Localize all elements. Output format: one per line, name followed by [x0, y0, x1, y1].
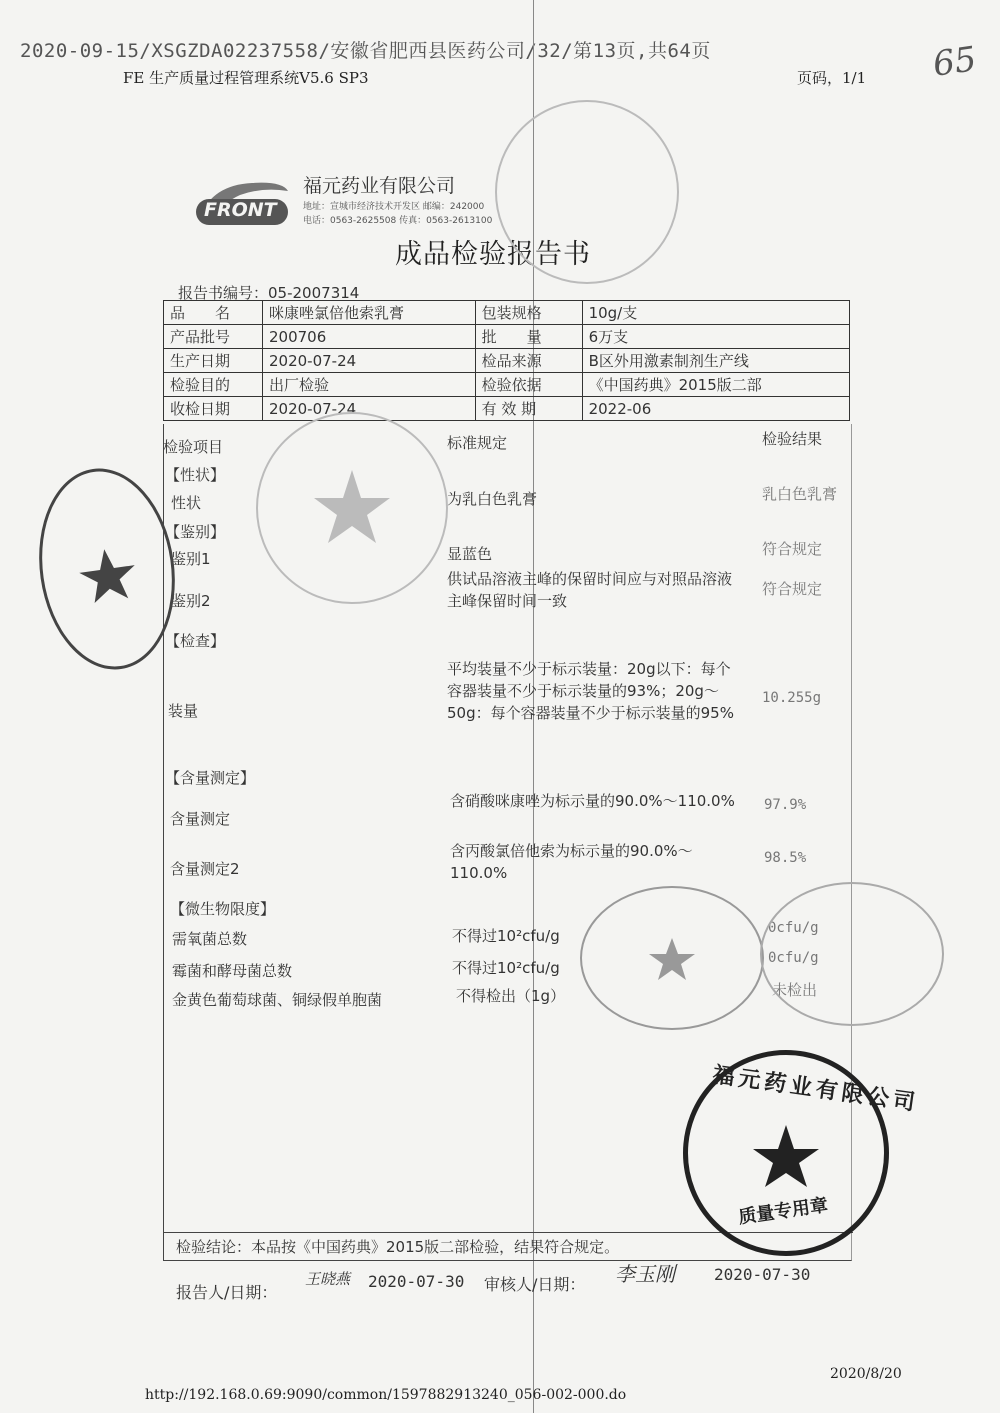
- micro3-standard: 不得检出（1g）: [456, 987, 566, 1005]
- expiry-label: 有 效 期: [475, 397, 582, 421]
- source-value: B区外用激素制剂生产线: [582, 349, 849, 373]
- assay1-item: 含量测定: [170, 810, 231, 828]
- package-value: 10g/支: [582, 301, 849, 325]
- micro1-standard: 不得过10²cfu/g: [452, 927, 560, 945]
- logo-text: FRONT: [204, 199, 277, 221]
- report-number-value: 05-2007314: [268, 284, 360, 302]
- appearance-item: 性状: [171, 494, 202, 512]
- receive-value: 2020-07-24: [263, 397, 476, 421]
- id1-standard: 显蓝色: [447, 545, 493, 563]
- micro2-item: 霉菌和酵母菌总数: [172, 962, 293, 980]
- section-content: 【含量测定】: [165, 769, 256, 787]
- company-phone: 电话：0563-2625508 传真：0563-2613100: [303, 216, 493, 226]
- section-inspection: 【检查】: [165, 632, 226, 650]
- report-title: 成品检验报告书: [395, 239, 591, 270]
- basis-label: 检验依据: [475, 373, 582, 397]
- table-row: [164, 301, 850, 325]
- report-number-label: 报告书编号：: [178, 284, 269, 302]
- assay2-standard: 含丙酸氯倍他索为标示量的90.0%～110.0%: [450, 842, 693, 882]
- reviewer-signature: 李玉刚: [615, 1262, 675, 1286]
- faint-seal-micro: [580, 886, 764, 1030]
- faint-seal-top: [495, 100, 679, 284]
- product-value: 咪康唑氯倍他索乳膏: [263, 301, 476, 325]
- id1-item: 鉴别1: [171, 550, 211, 568]
- basis-value: 《中国药典》2015版二部: [582, 373, 849, 397]
- company-address: 地址：宣城市经济技术开发区 邮编：242000: [303, 202, 485, 212]
- reporter-signature: 王晓燕: [305, 1270, 351, 1288]
- reviewer-date: 2020-07-30: [714, 1265, 811, 1284]
- product-info-table: [163, 300, 850, 421]
- section-identification: 【鉴别】: [165, 523, 226, 541]
- results-header-result: 检验结果: [762, 430, 823, 448]
- fill-standard: 平均装量不少于标示装量：20g以下：每个容器装量不少于标示装量的93%；20g～50g：每个容器装量不少于标示装量的95%: [447, 660, 734, 722]
- purpose-label: 检验目的: [164, 373, 263, 397]
- company-logo: [192, 177, 292, 231]
- fill-result: 10.255g: [762, 690, 822, 706]
- package-label: 包装规格: [475, 301, 582, 325]
- reporter-date: 2020-07-30: [368, 1272, 465, 1291]
- quantity-label: 批 量: [475, 325, 582, 349]
- batch-label: 产品批号: [164, 325, 263, 349]
- table-row: [164, 325, 850, 349]
- big-seal-sub: 质量专用章: [737, 1194, 830, 1229]
- assay1-standard: 含硝酸咪康唑为标示量的90.0%～110.0%: [450, 792, 735, 810]
- reviewer-label: 审核人/日期：: [484, 1275, 586, 1294]
- section-appearance: 【性状】: [165, 466, 226, 484]
- table-row: [164, 373, 850, 397]
- appearance-standard: 为乳白色乳膏: [447, 490, 538, 508]
- system-name: FE 生产质量过程管理系统V5.6 SP3: [123, 69, 369, 87]
- fax-header-stamp: 2020-09-15/XSGZDA02237558/安徽省肥西县医药公司/32/第13页,共64页: [20, 40, 711, 62]
- footer-date: 2020/8/20: [830, 1366, 902, 1382]
- table-row: [164, 349, 850, 373]
- appearance-result: 乳白色乳膏: [762, 485, 838, 503]
- reporter-label: 报告人/日期：: [176, 1283, 278, 1302]
- purpose-value: 出厂检验: [263, 373, 476, 397]
- id2-result: 符合规定: [762, 580, 823, 598]
- handwritten-mark: 65: [930, 39, 979, 85]
- prod-date-value: 2020-07-24: [263, 349, 476, 373]
- micro3-result: 未检出: [772, 981, 818, 999]
- quantity-value: 6万支: [582, 325, 849, 349]
- id2-standard: 供试品溶液主峰的保留时间应与对照品溶液主峰保留时间一致: [447, 570, 733, 610]
- conclusion: 检验结论：本品按《中国药典》2015版二部检验，结果符合规定。: [176, 1238, 620, 1256]
- id2-item: 鉴别2: [171, 592, 211, 610]
- big-seal-text: 福元药业有限公司: [710, 1062, 921, 1117]
- assay1-result: 97.9%: [764, 797, 807, 813]
- receive-label: 收检日期: [164, 397, 263, 421]
- section-micro: 【微生物限度】: [170, 900, 276, 918]
- results-header-standard: 标准规定: [447, 434, 508, 452]
- micro1-item: 需氧菌总数: [172, 930, 248, 948]
- faint-seal-right: [760, 882, 944, 1026]
- micro2-standard: 不得过10²cfu/g: [452, 959, 560, 977]
- fill-item: 装量: [168, 702, 199, 720]
- micro3-item: 金黄色葡萄球菌、铜绿假单胞菌: [172, 991, 383, 1009]
- prod-date-label: 生产日期: [164, 349, 263, 373]
- expiry-value: 2022-06: [582, 397, 849, 421]
- faint-seal-middle: [256, 412, 448, 604]
- results-header-item: 检验项目: [163, 438, 224, 456]
- product-label: 品 名: [164, 301, 263, 325]
- micro2-result: 0cfu/g: [768, 950, 819, 966]
- id1-result: 符合规定: [762, 540, 823, 558]
- footer-url[interactable]: http://192.168.0.69:9090/common/1597882913240_056-002-000.do: [145, 1387, 627, 1403]
- assay2-item: 含量测定2: [170, 860, 240, 878]
- micro1-result: 0cfu/g: [768, 920, 819, 936]
- company-name: 福元药业有限公司: [303, 175, 456, 197]
- page-label: 页码，1/1: [797, 69, 867, 87]
- batch-value: 200706: [263, 325, 476, 349]
- assay2-result: 98.5%: [764, 850, 807, 866]
- source-label: 检品来源: [475, 349, 582, 373]
